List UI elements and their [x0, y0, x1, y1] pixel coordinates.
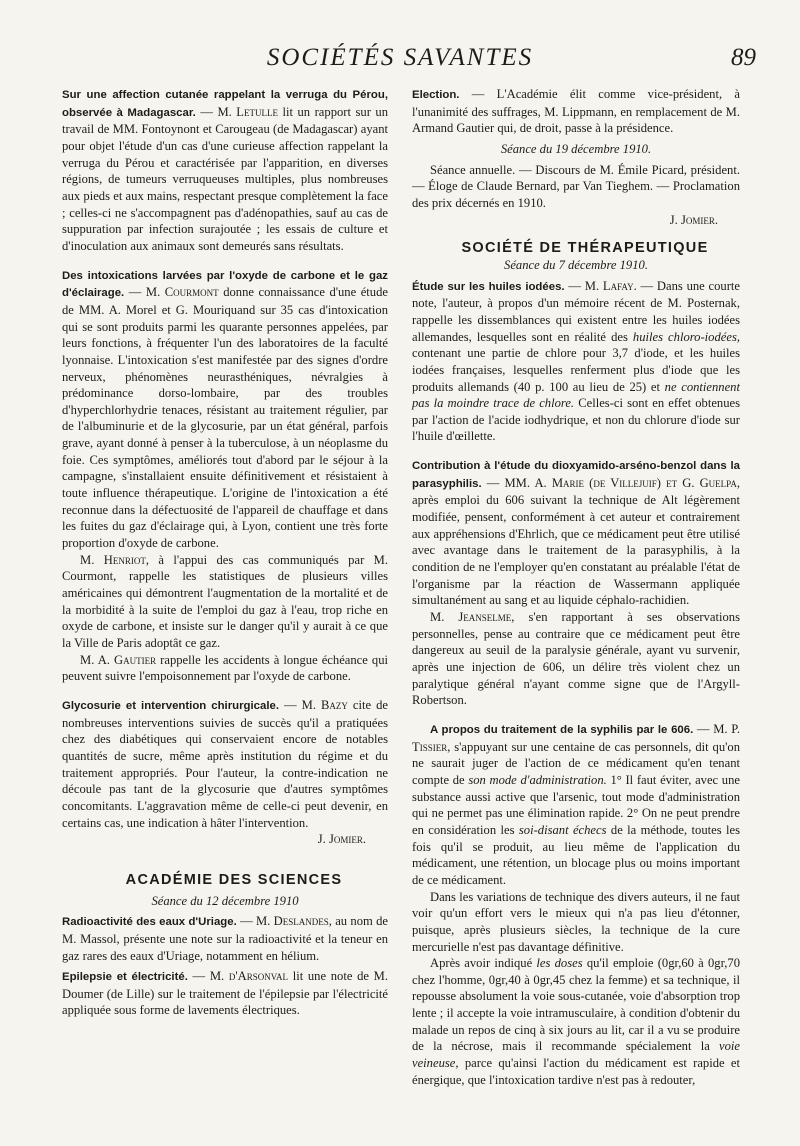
article-intoxications: Des intoxications larvées par l'oxyde de carbone et le gaz d'éclairage. — M. Courmont donne connaissance d'une étude de MM. A. Morel et G. Mouriquand sur 35 cas d'intoxication qui se sont produits parmi les quarante personnes appelées, par leurs fonctions, à fréquenter l'un des laboratoires de la faculté lyonnaise. L'intoxication s'est manifestée par des signes d'ordre nerveux, phénomènes neurasthéniques, névralgies à prédominance dorso-lombaire, par des troubles d'hyperchlorhydrie tenaces, résistant au traitement régulier, par de l'albuminurie et de la glycosurie, par un état général, parfois grave, ayant donné à penser à la tuberculose, à un néoplasme du foie. Ces symptômes, améliorés tout d'abord par le séjour à la campagne, s'installaient ensuite définitivement et résistaient à toute influence thérapeutique. L'origine de l'intoxication a été reconnue dans la défectuosité de l'appareil de chauffage et dans les fuites du gaz d'éclairage qui, à Lyon, contient une très forte proportion d'oxyde de carbone. — [62, 269, 388, 551]
article-dioxyamido: Contribution à l'étude du dioxyamido-arséno-benzol dans la parasyphilis. — MM. A. Marie (de Villejuif) et G. Guelpa, après emploi du 606 suivant la technique de Alt légèrement modifiée, pensent, conformément à cet auteur et contrairement aux appréhensions d'Ehrlich, que ce médicament peut être utilisé avec avantage dans le traitement de la parasyphilis, à la condition de ne l'employer qu'en constatant au préalable l'état de l'organisme par la réaction de Wassermann appliquée simultanément au sang et au liquide céphalo-rachidien. — [412, 460, 741, 608]
article-huiles-iodees: Étude sur les huiles iodées. — M. Lafay. — Dans une courte note, l'auteur, à propos d'un mémoire récent de M. Posternak, rappelle les dissemblances qui existent entre les huiles iodées allemandes, lesquelles sont en réalité des huiles chloro-iodées, contenant une partie de chlore pour 3,7 d'iode, et les huiles iodées françaises, lesquelles renferment plus d'iode que les produits allemands (40 p. 100 au lieu de 25) et ne contiennent pas la moindre trace de chlore. Celles-ci sont en effet obtenues par l'action de l'acide iodhydrique, et non du chlorure d'iode sur l'huile d'œillette. — [412, 278, 741, 444]
article-epilepsie: Epilepsie et électricité. — M. d'Arsonval lit une note de M. Doumer (de Lille) sur le traitement de l'épilepsie par l'électricité appliquée sous forme de lavements électriques. — [62, 969, 388, 1018]
paragraph-henriot: M. Henriot, à l'appui des cas communiqués par M. Courmont, rappelle les statistiques de plusieurs villes américaines qui démontrent l'augmentation de la mortalité et de la morbidité à la suite de l'emploi du gaz à l'eau, trop riche en oxyde de carbone, et insiste sur le danger qu'il y aurait à ce que la Ville de Paris adoptât ce gaz. — [62, 552, 388, 650]
article-radioactivite: Radioactivité des eaux d'Uriage. — M. Deslandes, au nom de M. Massol, présente une note sur la radioactivité et la teneur en gaz rares des eaux d'Uriage, notamment en hélium. — [62, 914, 388, 963]
seance-19-decembre: Séance du 19 décembre 1910. — [500, 141, 652, 156]
right-column — [412, 86, 740, 1088]
signature-jomier-right: J. Jomier. — [669, 212, 718, 227]
paragraph-variations-technique: Dans les variations de technique des divers auteurs, il ne faut voir qu'un effort vers le mieux qui n'a pas lieu d'étonner, puisque, après plusieurs siècles, la technique de la cure mercurielle n'est pas davantage définitive. — [412, 889, 740, 954]
running-header-title: SOCIÉTÉS SAVANTES — [266, 44, 534, 71]
paragraph-seance-annuelle: Séance annuelle. — Discours de M. Émile Picard, président. — Éloge de Claude Bernard, par Van Tieghem. — Proclamation des prix décernés en 1910. — [412, 162, 740, 210]
seance-7-decembre: Séance du 7 décembre 1910. — [504, 257, 648, 272]
page-number: 89 — [731, 44, 756, 71]
signature-jomier-left: J. Jomier. — [317, 832, 366, 847]
section-title-therapeutique: SOCIÉTÉ DE THÉRAPEUTIQUE — [461, 240, 709, 257]
article-verruga: Sur une affection cutanée rappelant la verruga du Pérou, observée à Madagascar. — M. Letulle lit un rapport sur un travail de MM. Fontoynont et Carougeau (de Madagascar) ayant pour objet l'étude d'un cas d'une curieuse affection rappelant la verruga du Pérou et caractérisée par l'apparition, en diverses régions, de tumeurs verruqueuses multiples, plus nombreuses aux pieds et aux mains, respectant presque complètement la face ; celles-ci ne s'accompagnent pas d'adénopathies, sauf au cas de suppuration par infection surajoutée ; les essais de culture et d'inoculation aux animaux sont demeurés sans résultats. — [62, 89, 388, 253]
article-election: Election. — L'Académie élit comme vice-président, à l'unanimité des suffrages, M. Lippmann, en remplacement de M. Armand Gautier qui, de droit, passe à la présidence. — [412, 87, 740, 136]
paragraph-doses: Après avoir indiqué les doses qu'il emploie (0gr,60 à 0gr,70 chez l'homme, 0gr,40 à 0gr,45 chez la femme) et sa technique, il repousse absolument la voie sous-cutanée, voie d'absorption trop lente ; il accepte la voie intramusculaire, à condition d'obtenir du malade un repos de cinq à six jours au lit, car il a vu se produire de la nécrose, mais il recommande spécialement la voie veineuse, parce qu'ainsi l'action du médicament est rapide et énergique, que l'intoxication tardive n'est pas à redouter, — [412, 956, 741, 1087]
paragraph-gautier: M. A. Gautier rappelle les accidents à longue échéance qui peuvent suivre l'empoisonnement par l'oxyde de carbone. — [62, 652, 388, 684]
seance-12-decembre: Séance du 12 décembre 1910 — [151, 893, 299, 908]
left-column — [62, 86, 388, 1019]
section-title-academie: ACADÉMIE DES SCIENCES — [125, 871, 343, 888]
paragraph-jeanselme: M. Jeanselme, s'en rapportant à ses observations personnelles, pense au contraire que ce médicament peut être dangereux au seuil de la paralysie générale, ayant vu survenir, après une injection de 606, un délire très violent chez un paralytique général n'ayant comme signe que de l'Argyll-Robertson. — [412, 610, 740, 708]
article-glycosurie: Glycosurie et intervention chirurgicale. — M. Bazy cite de nombreuses interventions suivies de succès qu'il a pratiquées chez des diabétiques qui conservaient encore de notables quantités de sucre, même après institution du régime et du traitement appropriés. Pour l'auteur, la contre-indication ne découle pas tant de la glycosurie que d'autres symptômes concomitants. L'aggravation même de celle-ci peut devenir, en certains cas, une indication à hâter l'intervention. — [62, 697, 388, 830]
article-syphilis-606: A propos du traitement de la syphilis par le 606. — M. P. Tissier, s'appuyant sur une centaine de cas personnels, dit qu'on ne saurait juger de l'action de ce médicament qu'en tenant compte de son mode d'administration. 1° Il faut éviter, avec une substance aussi active que l'arsenic, tout mode d'administration qui ne permet pas une élimination rapide. 2° On ne peut prendre en considération les soi-disant échecs de la méthode, toutes les fois qu'il se produit, au lieu même de l'application du médicament, une rétention, un blocage plus ou moins important de ce médicament. — [412, 721, 740, 887]
